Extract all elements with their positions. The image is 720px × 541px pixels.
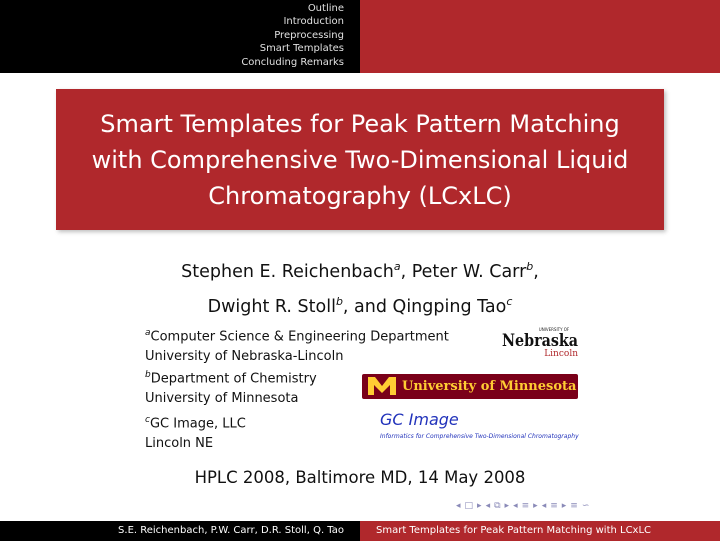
svg-text:Lincoln: Lincoln xyxy=(544,349,578,359)
nav-item-introduction[interactable]: Introduction xyxy=(283,16,344,28)
nav-next-icon[interactable]: ▸ xyxy=(504,501,510,511)
nav-item-outline[interactable]: Outline xyxy=(307,3,344,14)
nebraska-logo xyxy=(500,326,580,358)
footer-title-panel xyxy=(360,521,720,541)
nav-next-icon[interactable]: ▸ xyxy=(533,501,538,511)
author-line-2: Dwight R. Stoll$^b$, and Qingping Tao$^c$ xyxy=(207,294,513,317)
svg-text:UNIVERSITY OF: UNIVERSITY OF xyxy=(538,327,570,332)
umn-m-icon xyxy=(368,377,396,395)
author-list xyxy=(0,252,720,322)
author-affil-mark: b xyxy=(526,260,534,273)
nav-item-concluding-remarks[interactable]: Concluding Remarks xyxy=(241,56,344,68)
footer-authors-panel xyxy=(0,521,360,541)
title-block xyxy=(56,89,664,230)
nav-next-icon[interactable]: ▸ xyxy=(477,501,482,511)
author-name: Dwight R. Stoll xyxy=(207,296,336,317)
author-name: Peter W. Carr xyxy=(411,261,527,282)
gc-image-logo-title: GC Image xyxy=(380,410,459,429)
umn-logo: University of Minnesota xyxy=(362,374,578,399)
nav-prev-icon[interactable]: ◂ xyxy=(485,501,491,511)
author-name: Qingping Tao xyxy=(392,296,507,317)
author-name: Stephen E. Reichenbach xyxy=(181,261,394,282)
author-affil-mark: c xyxy=(506,294,513,308)
nav-item-preprocessing[interactable]: Preprocessing xyxy=(274,29,344,41)
header-nav-panel xyxy=(0,0,360,73)
footer-title: Smart Templates for Peak Pattern Matching with LCxLC xyxy=(376,525,652,536)
frame-icon[interactable]: □ xyxy=(464,501,474,511)
gc-image-logo-tagline: Informatics for Comprehensive Two-Dimensional Chromatography xyxy=(380,433,579,440)
affiliation-b: $^b$Department of Chemistry University of Minnesota xyxy=(145,370,317,407)
header-accent-panel xyxy=(360,0,720,73)
affiliation-c: $^c$GC Image, LLC Lincoln NE xyxy=(145,415,246,452)
section-icon[interactable]: ≡ xyxy=(521,501,530,511)
nav-prev-icon[interactable]: ◂ xyxy=(456,501,461,511)
author-line-1: Stephen E. Reichenbach$^a$, Peter W. Carr$^b$, xyxy=(181,260,539,282)
slide-navigation-controls xyxy=(456,499,589,513)
outline-nav xyxy=(241,2,344,69)
nav-item-smart-templates[interactable]: Smart Templates xyxy=(259,43,344,55)
subsection-icon[interactable]: ⧉ xyxy=(494,501,501,511)
nav-prev-icon[interactable]: ◂ xyxy=(541,501,547,511)
section-icon[interactable]: ≡ xyxy=(550,501,558,511)
author-affil-mark: a xyxy=(393,260,401,273)
search-icon[interactable]: ∽ xyxy=(581,501,590,511)
svg-text:Nebraska: Nebraska xyxy=(502,331,578,351)
slide-title: Smart Templates for Peak Pattern Matching with Comprehensive Two-Dimensional Liquid Chromatography (LCxLC) xyxy=(91,109,629,210)
align-icon[interactable]: ≡ xyxy=(570,501,578,511)
affiliation-a: $^a$Computer Science & Engineering Department University of Nebraska-Lincoln xyxy=(145,328,449,365)
nav-next-icon[interactable]: ▸ xyxy=(561,501,567,511)
nav-prev-icon[interactable]: ◂ xyxy=(513,501,518,511)
author-affil-mark: b xyxy=(335,294,343,308)
footer-authors: S.E. Reichenbach, P.W. Carr, D.R. Stoll, Q. Tao xyxy=(118,525,344,536)
event-line: HPLC 2008, Baltimore MD, 14 May 2008 xyxy=(194,468,526,487)
